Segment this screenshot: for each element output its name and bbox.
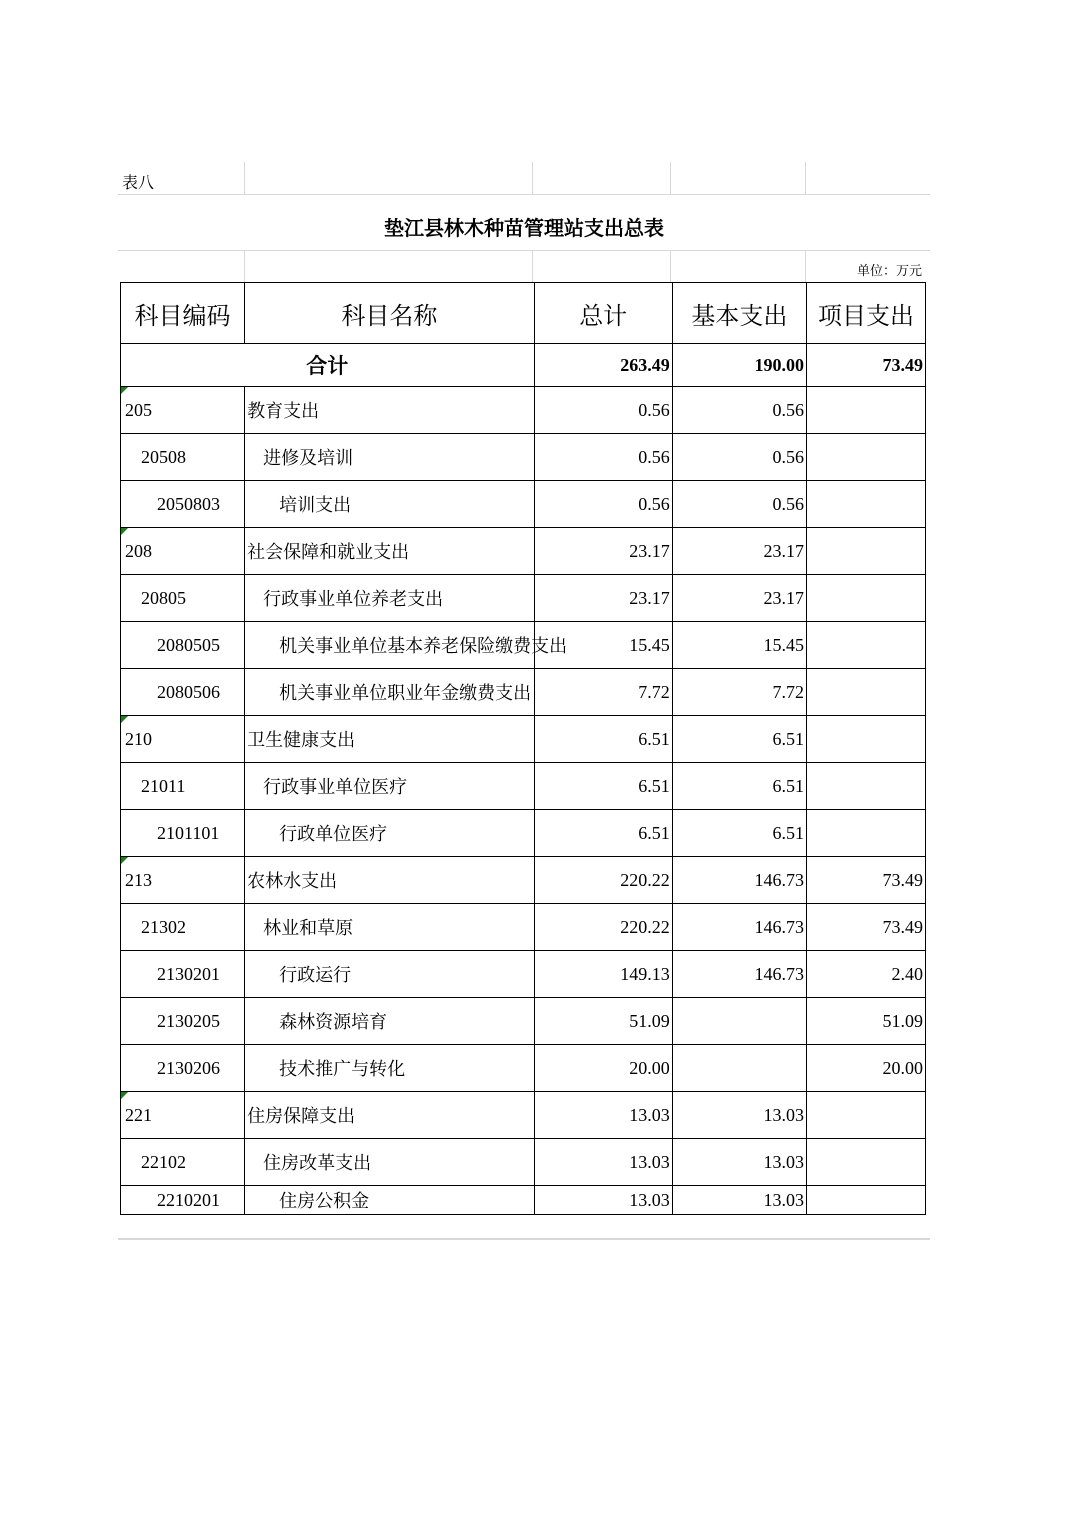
cell-basic: 15.45 bbox=[672, 622, 806, 669]
cell-name: 住房改革支出 bbox=[245, 1139, 535, 1186]
cell-code: 213 bbox=[121, 857, 245, 904]
cell-basic: 146.73 bbox=[672, 857, 806, 904]
cell-basic: 0.56 bbox=[672, 387, 806, 434]
cell-code: 21011 bbox=[121, 763, 245, 810]
cell-code: 21302 bbox=[121, 904, 245, 951]
header-project: 项目支出 bbox=[806, 283, 925, 344]
cell-total: 0.56 bbox=[534, 481, 672, 528]
table-row bbox=[121, 857, 926, 904]
cell-name: 行政运行 bbox=[245, 951, 535, 998]
table-row bbox=[121, 669, 926, 716]
table-label: 表八 bbox=[122, 173, 155, 192]
cell-basic: 13.03 bbox=[672, 1186, 806, 1215]
cell-name: 卫生健康支出 bbox=[245, 716, 535, 763]
cell-basic: 146.73 bbox=[672, 951, 806, 998]
cell-name: 行政事业单位医疗 bbox=[245, 763, 535, 810]
cell-name: 住房保障支出 bbox=[245, 1092, 535, 1139]
cell-project bbox=[806, 481, 925, 528]
green-triangle-icon bbox=[121, 528, 128, 535]
cell-total: 51.09 bbox=[534, 998, 672, 1045]
cell-basic: 6.51 bbox=[672, 810, 806, 857]
cell-code: 20805 bbox=[121, 575, 245, 622]
cell-code: 2130205 bbox=[121, 998, 245, 1045]
header-basic: 基本支出 bbox=[672, 283, 806, 344]
total-row bbox=[121, 344, 926, 387]
table-row bbox=[121, 575, 926, 622]
cell-project bbox=[806, 434, 925, 481]
table-row bbox=[121, 387, 926, 434]
page-title: 垫江县林木种苗管理站支出总表 bbox=[384, 216, 664, 240]
cell-basic: 0.56 bbox=[672, 481, 806, 528]
cell-total: 13.03 bbox=[534, 1186, 672, 1215]
cell-name: 教育支出 bbox=[245, 387, 535, 434]
cell-basic: 6.51 bbox=[672, 716, 806, 763]
unit-label: 单位：万元 bbox=[856, 264, 922, 279]
header-code: 科目编码 bbox=[121, 283, 245, 344]
cell-name: 机关事业单位职业年金缴费支出 bbox=[245, 669, 535, 716]
cell-code: 22102 bbox=[121, 1139, 245, 1186]
cell-project: 51.09 bbox=[806, 998, 925, 1045]
cell-name: 机关事业单位基本养老保险缴费支出 bbox=[245, 622, 535, 669]
cell-total: 149.13 bbox=[534, 951, 672, 998]
cell-project bbox=[806, 575, 925, 622]
cell-name: 农林水支出 bbox=[245, 857, 535, 904]
cell-total: 23.17 bbox=[534, 528, 672, 575]
cell-project bbox=[806, 1092, 925, 1139]
cell-project bbox=[806, 763, 925, 810]
cell-basic: 13.03 bbox=[672, 1092, 806, 1139]
cell-basic: 0.56 bbox=[672, 434, 806, 481]
cell-project bbox=[806, 810, 925, 857]
cell-code: 221 bbox=[121, 1092, 245, 1139]
cell-project bbox=[806, 1186, 925, 1215]
cell-total: 6.51 bbox=[534, 763, 672, 810]
cell-name: 培训支出 bbox=[245, 481, 535, 528]
header-name: 科目名称 bbox=[245, 283, 535, 344]
cell-code: 2130201 bbox=[121, 951, 245, 998]
cell-code: 205 bbox=[121, 387, 245, 434]
cell-name: 林业和草原 bbox=[245, 904, 535, 951]
cell-project bbox=[806, 387, 925, 434]
header-row bbox=[121, 283, 926, 344]
cell-total: 20.00 bbox=[534, 1045, 672, 1092]
cell-project bbox=[806, 1139, 925, 1186]
cell-project: 20.00 bbox=[806, 1045, 925, 1092]
cell-basic bbox=[672, 1045, 806, 1092]
expenditure-table bbox=[120, 282, 926, 1215]
cell-basic: 7.72 bbox=[672, 669, 806, 716]
cell-name: 行政单位医疗 bbox=[245, 810, 535, 857]
cell-total: 15.45 bbox=[534, 622, 672, 669]
cell-basic: 6.51 bbox=[672, 763, 806, 810]
cell-basic: 23.17 bbox=[672, 575, 806, 622]
table-row bbox=[121, 528, 926, 575]
cell-project bbox=[806, 716, 925, 763]
cell-project: 73.49 bbox=[806, 904, 925, 951]
cell-total: 23.17 bbox=[534, 575, 672, 622]
table-row bbox=[121, 434, 926, 481]
cell-code: 2050803 bbox=[121, 481, 245, 528]
green-triangle-icon bbox=[121, 387, 128, 394]
cell-project bbox=[806, 622, 925, 669]
cell-code: 2080506 bbox=[121, 669, 245, 716]
total-total: 263.49 bbox=[534, 344, 672, 387]
cell-total: 13.03 bbox=[534, 1139, 672, 1186]
cell-code: 2210201 bbox=[121, 1186, 245, 1215]
cell-basic: 146.73 bbox=[672, 904, 806, 951]
cell-name: 社会保障和就业支出 bbox=[245, 528, 535, 575]
cell-code: 2080505 bbox=[121, 622, 245, 669]
header-total: 总计 bbox=[534, 283, 672, 344]
cell-name: 森林资源培育 bbox=[245, 998, 535, 1045]
table-row bbox=[121, 904, 926, 951]
cell-basic: 23.17 bbox=[672, 528, 806, 575]
cell-total: 7.72 bbox=[534, 669, 672, 716]
table-row bbox=[121, 763, 926, 810]
table-row bbox=[121, 810, 926, 857]
cell-total: 6.51 bbox=[534, 810, 672, 857]
total-project: 73.49 bbox=[806, 344, 925, 387]
cell-total: 220.22 bbox=[534, 904, 672, 951]
table-row bbox=[121, 1139, 926, 1186]
cell-code: 2101101 bbox=[121, 810, 245, 857]
cell-code: 2130206 bbox=[121, 1045, 245, 1092]
cell-project: 73.49 bbox=[806, 857, 925, 904]
table-row bbox=[121, 1045, 926, 1092]
cell-total: 6.51 bbox=[534, 716, 672, 763]
cell-total: 0.56 bbox=[534, 434, 672, 481]
cell-total: 220.22 bbox=[534, 857, 672, 904]
cell-basic bbox=[672, 998, 806, 1045]
cell-name: 技术推广与转化 bbox=[245, 1045, 535, 1092]
cell-code: 208 bbox=[121, 528, 245, 575]
table-row bbox=[121, 622, 926, 669]
cell-name: 行政事业单位养老支出 bbox=[245, 575, 535, 622]
cell-total: 13.03 bbox=[534, 1092, 672, 1139]
cell-project bbox=[806, 528, 925, 575]
table-row bbox=[121, 951, 926, 998]
table-row bbox=[121, 998, 926, 1045]
total-basic: 190.00 bbox=[672, 344, 806, 387]
green-triangle-icon bbox=[121, 1092, 128, 1099]
table-row bbox=[121, 716, 926, 763]
cell-total: 0.56 bbox=[534, 387, 672, 434]
cell-code: 210 bbox=[121, 716, 245, 763]
cell-name: 住房公积金 bbox=[245, 1186, 535, 1215]
table-row bbox=[121, 1092, 926, 1139]
cell-code: 20508 bbox=[121, 434, 245, 481]
green-triangle-icon bbox=[121, 857, 128, 864]
cell-project: 2.40 bbox=[806, 951, 925, 998]
table-row bbox=[121, 1186, 926, 1215]
green-triangle-icon bbox=[121, 716, 128, 723]
cell-basic: 13.03 bbox=[672, 1139, 806, 1186]
cell-project bbox=[806, 669, 925, 716]
cell-name: 进修及培训 bbox=[245, 434, 535, 481]
table-row bbox=[121, 481, 926, 528]
total-label: 合计 bbox=[121, 344, 535, 387]
